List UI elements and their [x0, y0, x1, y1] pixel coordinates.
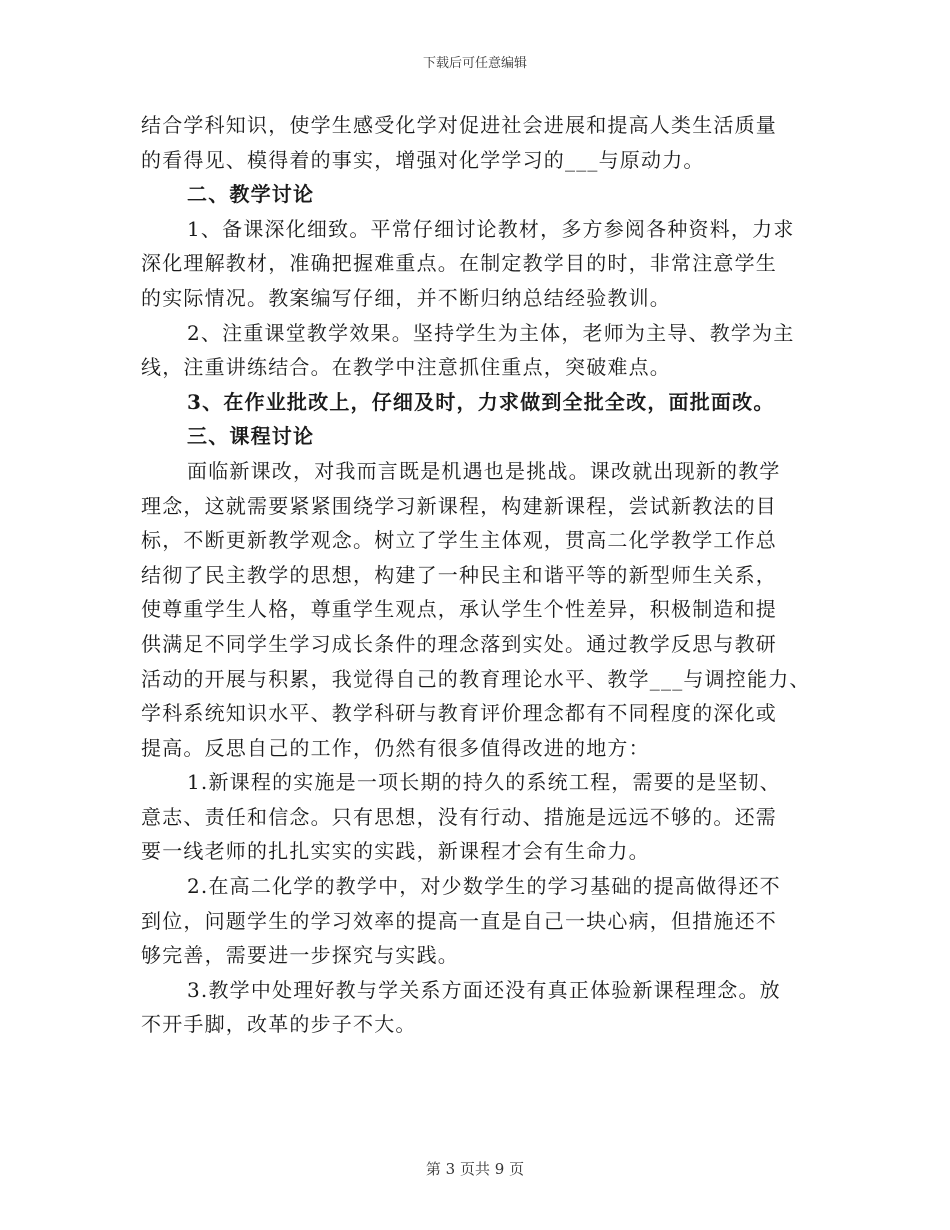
paragraph-line: 标，不断更新教学观念。树立了学生主体观，贯高二化学教学工作总 [141, 528, 777, 553]
paragraph-line: 的看得见、模得着的事实，增强对化学学习的___与原动力。 [141, 147, 705, 172]
paragraph-line: 意志、责任和信念。只有思想，没有行动、措施是远远不够的。还需 [141, 804, 777, 829]
paragraph-line: 面临新课改，对我而言既是机遇也是挑战。课改就出现新的教学 [187, 458, 781, 483]
page-number: 第 3 页共 9 页 [425, 1160, 525, 1178]
paragraph-line: 学科系统知识水平、教学科研与教育评价理念都有不同程度的深化或 [141, 701, 777, 726]
paragraph-line: 2、注重课堂教学效果。坚持学生为主体，老师为主导、教学为主 [187, 320, 795, 345]
paragraph-line: 活动的开展与积累，我觉得自己的教育理论水平、教学___与调控能力、 [141, 666, 811, 691]
paragraph-line: 理念，这就需要紧紧围绕学习新课程，构建新课程，尝试新教法的目 [141, 493, 777, 518]
paragraph-line: 供满足不同学生学习成长条件的理念落到实处。通过教学反思与教研 [141, 631, 777, 656]
paragraph-line: 1、备课深化细致。平常仔细讨论教材，多方参阅各种资料，力求 [187, 216, 795, 241]
paragraph-line: 要一线老师的扎扎实实的实践，新课程才会有生命力。 [141, 839, 650, 864]
paragraph-line: 够完善，需要进一步探究与实践。 [141, 943, 459, 968]
paragraph-line: 结合学科知识，使学生感受化学对促进社会进展和提高人类生活质量 [141, 113, 777, 137]
paragraph-line: 2.在高二化学的教学中，对少数学生的学习基础的提高做得还不 [187, 874, 781, 899]
paragraph-line: 深化理解教材，准确把握难重点。在制定教学目的时，非常注意学生 [141, 251, 777, 276]
paragraph-line: 不开手脚，改革的步子不大。 [141, 1012, 417, 1037]
paragraph-line: 结彻了民主教学的思想，构建了一种民主和谐平等的新型师生关系， [141, 562, 777, 587]
section-heading: 三、课程讨论 [187, 424, 315, 449]
paragraph-line: 3.教学中处理好教与学关系方面还没有真正体验新课程理念。放 [187, 977, 781, 1002]
paragraph-line: 使尊重学生人格，尊重学生观点，承认学生个性差异，积极制造和提 [141, 597, 777, 622]
paragraph-line: 到位，问题学生的学习效率的提高一直是自己一块心病，但措施还不 [141, 908, 777, 933]
document-body [141, 108, 821, 1042]
paragraph-line: 提高。反思自己的工作，仍然有很多值得改进的地方： [141, 735, 650, 760]
section-heading: 二、教学讨论 [187, 182, 315, 207]
paragraph-line: 线，注重讲练结合。在教学中注意抓住重点，突破难点。 [141, 355, 671, 380]
page-header: 下载后可任意编辑 [422, 56, 527, 71]
bold-statement: 3、在作业批改上，仔细及时，力求做到全批全改，面批面改。 [187, 389, 775, 414]
paragraph-line: 的实际情况。教案编写仔细，并不断归纳总结经验教训。 [141, 285, 671, 310]
paragraph-line: 1.新课程的实施是一项长期的持久的系统工程，需要的是坚韧、 [187, 770, 781, 795]
